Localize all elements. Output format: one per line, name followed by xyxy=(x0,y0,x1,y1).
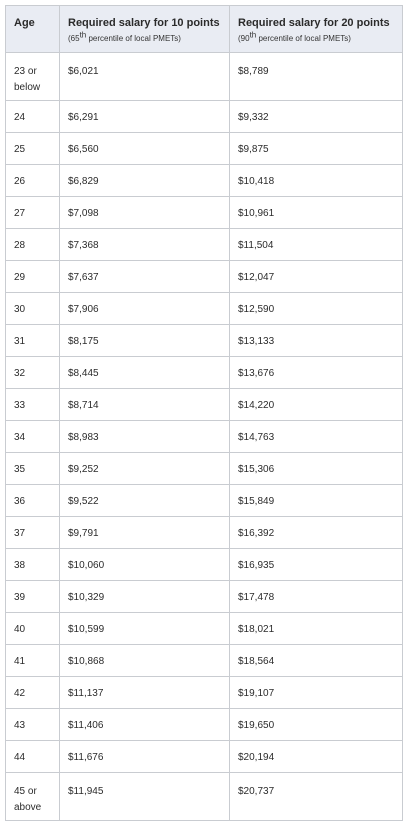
age-cell: 28 xyxy=(6,229,60,261)
header-age xyxy=(6,6,60,53)
salary-20-cell: $11,504 xyxy=(230,229,403,261)
age-cell: 42 xyxy=(6,677,60,709)
salary-10-cell: $6,560 xyxy=(60,133,230,165)
salary-10-cell: $11,676 xyxy=(60,741,230,773)
salary-20-cell: $18,564 xyxy=(230,645,403,677)
age-cell: 32 xyxy=(6,357,60,389)
table-row xyxy=(6,133,403,165)
table-row xyxy=(6,357,403,389)
age-cell: 26 xyxy=(6,165,60,197)
salary-10-cell: $7,906 xyxy=(60,293,230,325)
salary-10-cell: $10,060 xyxy=(60,549,230,581)
age-cell: 27 xyxy=(6,197,60,229)
header-20-points-subtitle xyxy=(238,30,394,44)
age-cell: 36 xyxy=(6,485,60,517)
age-cell: 29 xyxy=(6,261,60,293)
age-cell: 39 xyxy=(6,581,60,613)
salary-20-cell: $16,935 xyxy=(230,549,403,581)
table-row xyxy=(6,293,403,325)
salary-20-cell: $10,961 xyxy=(230,197,403,229)
table-header xyxy=(6,6,403,53)
salary-20-cell: $15,849 xyxy=(230,485,403,517)
salary-20-cell: $13,676 xyxy=(230,357,403,389)
table-row xyxy=(6,549,403,581)
header-10-sub-suffix: percentile of local PMETs) xyxy=(86,34,181,43)
salary-table xyxy=(5,5,403,821)
salary-10-cell: $11,406 xyxy=(60,709,230,741)
salary-10-cell: $6,291 xyxy=(60,101,230,133)
age-cell: 33 xyxy=(6,389,60,421)
table-row xyxy=(6,421,403,453)
salary-20-cell: $13,133 xyxy=(230,325,403,357)
header-10-points-subtitle xyxy=(68,30,221,44)
salary-10-cell: $10,599 xyxy=(60,613,230,645)
salary-20-cell: $20,194 xyxy=(230,741,403,773)
age-cell: 31 xyxy=(6,325,60,357)
header-20-sub-prefix: (90 xyxy=(238,34,250,43)
age-cell: 24 xyxy=(6,101,60,133)
salary-10-cell: $10,329 xyxy=(60,581,230,613)
salary-20-cell: $9,875 xyxy=(230,133,403,165)
header-20-sub-suffix: percentile of local PMETs) xyxy=(256,34,351,43)
table-row xyxy=(6,53,403,101)
salary-20-cell: $19,107 xyxy=(230,677,403,709)
salary-20-cell: $9,332 xyxy=(230,101,403,133)
salary-10-cell: $8,714 xyxy=(60,389,230,421)
age-cell: 40 xyxy=(6,613,60,645)
table-row xyxy=(6,261,403,293)
salary-20-cell: $20,737 xyxy=(230,773,403,821)
salary-20-cell: $14,763 xyxy=(230,421,403,453)
table-row xyxy=(6,389,403,421)
table-row xyxy=(6,197,403,229)
salary-20-cell: $15,306 xyxy=(230,453,403,485)
table-row xyxy=(6,677,403,709)
salary-10-cell: $9,252 xyxy=(60,453,230,485)
age-cell: 35 xyxy=(6,453,60,485)
salary-20-cell: $12,047 xyxy=(230,261,403,293)
header-row xyxy=(6,6,403,53)
salary-20-cell: $16,392 xyxy=(230,517,403,549)
age-cell: 37 xyxy=(6,517,60,549)
table-row xyxy=(6,325,403,357)
header-10-points xyxy=(60,6,230,53)
age-cell: 44 xyxy=(6,741,60,773)
header-20-sub-sup: th xyxy=(249,30,257,40)
salary-10-cell: $7,637 xyxy=(60,261,230,293)
salary-20-cell: $18,021 xyxy=(230,613,403,645)
table-row xyxy=(6,773,403,821)
header-10-sub-prefix: (65 xyxy=(68,34,80,43)
table-row xyxy=(6,581,403,613)
salary-20-cell: $17,478 xyxy=(230,581,403,613)
table-row xyxy=(6,645,403,677)
salary-10-cell: $11,137 xyxy=(60,677,230,709)
table-body xyxy=(6,53,403,821)
salary-10-cell: $7,098 xyxy=(60,197,230,229)
salary-10-cell: $8,445 xyxy=(60,357,230,389)
salary-20-cell: $8,789 xyxy=(230,53,403,101)
table-row xyxy=(6,517,403,549)
header-10-points-title: Required salary for 10 points xyxy=(68,17,220,29)
table-row xyxy=(6,709,403,741)
table-row xyxy=(6,101,403,133)
salary-10-cell: $9,791 xyxy=(60,517,230,549)
salary-10-cell: $6,021 xyxy=(60,53,230,101)
age-cell: 41 xyxy=(6,645,60,677)
salary-10-cell: $10,868 xyxy=(60,645,230,677)
table-row xyxy=(6,229,403,261)
table-row xyxy=(6,453,403,485)
salary-10-cell: $8,983 xyxy=(60,421,230,453)
age-cell: 43 xyxy=(6,709,60,741)
salary-20-cell: $19,650 xyxy=(230,709,403,741)
salary-20-cell: $12,590 xyxy=(230,293,403,325)
salary-10-cell: $9,522 xyxy=(60,485,230,517)
table-row xyxy=(6,485,403,517)
salary-10-cell: $6,829 xyxy=(60,165,230,197)
age-cell: 23 or below xyxy=(6,53,60,101)
age-cell: 25 xyxy=(6,133,60,165)
salary-20-cell: $14,220 xyxy=(230,389,403,421)
header-age-label: Age xyxy=(14,17,35,29)
salary-10-cell: $8,175 xyxy=(60,325,230,357)
header-20-points-title: Required salary for 20 points xyxy=(238,17,390,29)
salary-10-cell: $7,368 xyxy=(60,229,230,261)
age-cell: 30 xyxy=(6,293,60,325)
table-row xyxy=(6,741,403,773)
header-20-points xyxy=(230,6,403,53)
age-cell: 34 xyxy=(6,421,60,453)
salary-10-cell: $11,945 xyxy=(60,773,230,821)
age-cell: 45 or above xyxy=(6,773,60,821)
table-row xyxy=(6,165,403,197)
salary-20-cell: $10,418 xyxy=(230,165,403,197)
header-10-sub-sup: th xyxy=(79,30,87,40)
age-cell: 38 xyxy=(6,549,60,581)
table-row xyxy=(6,613,403,645)
